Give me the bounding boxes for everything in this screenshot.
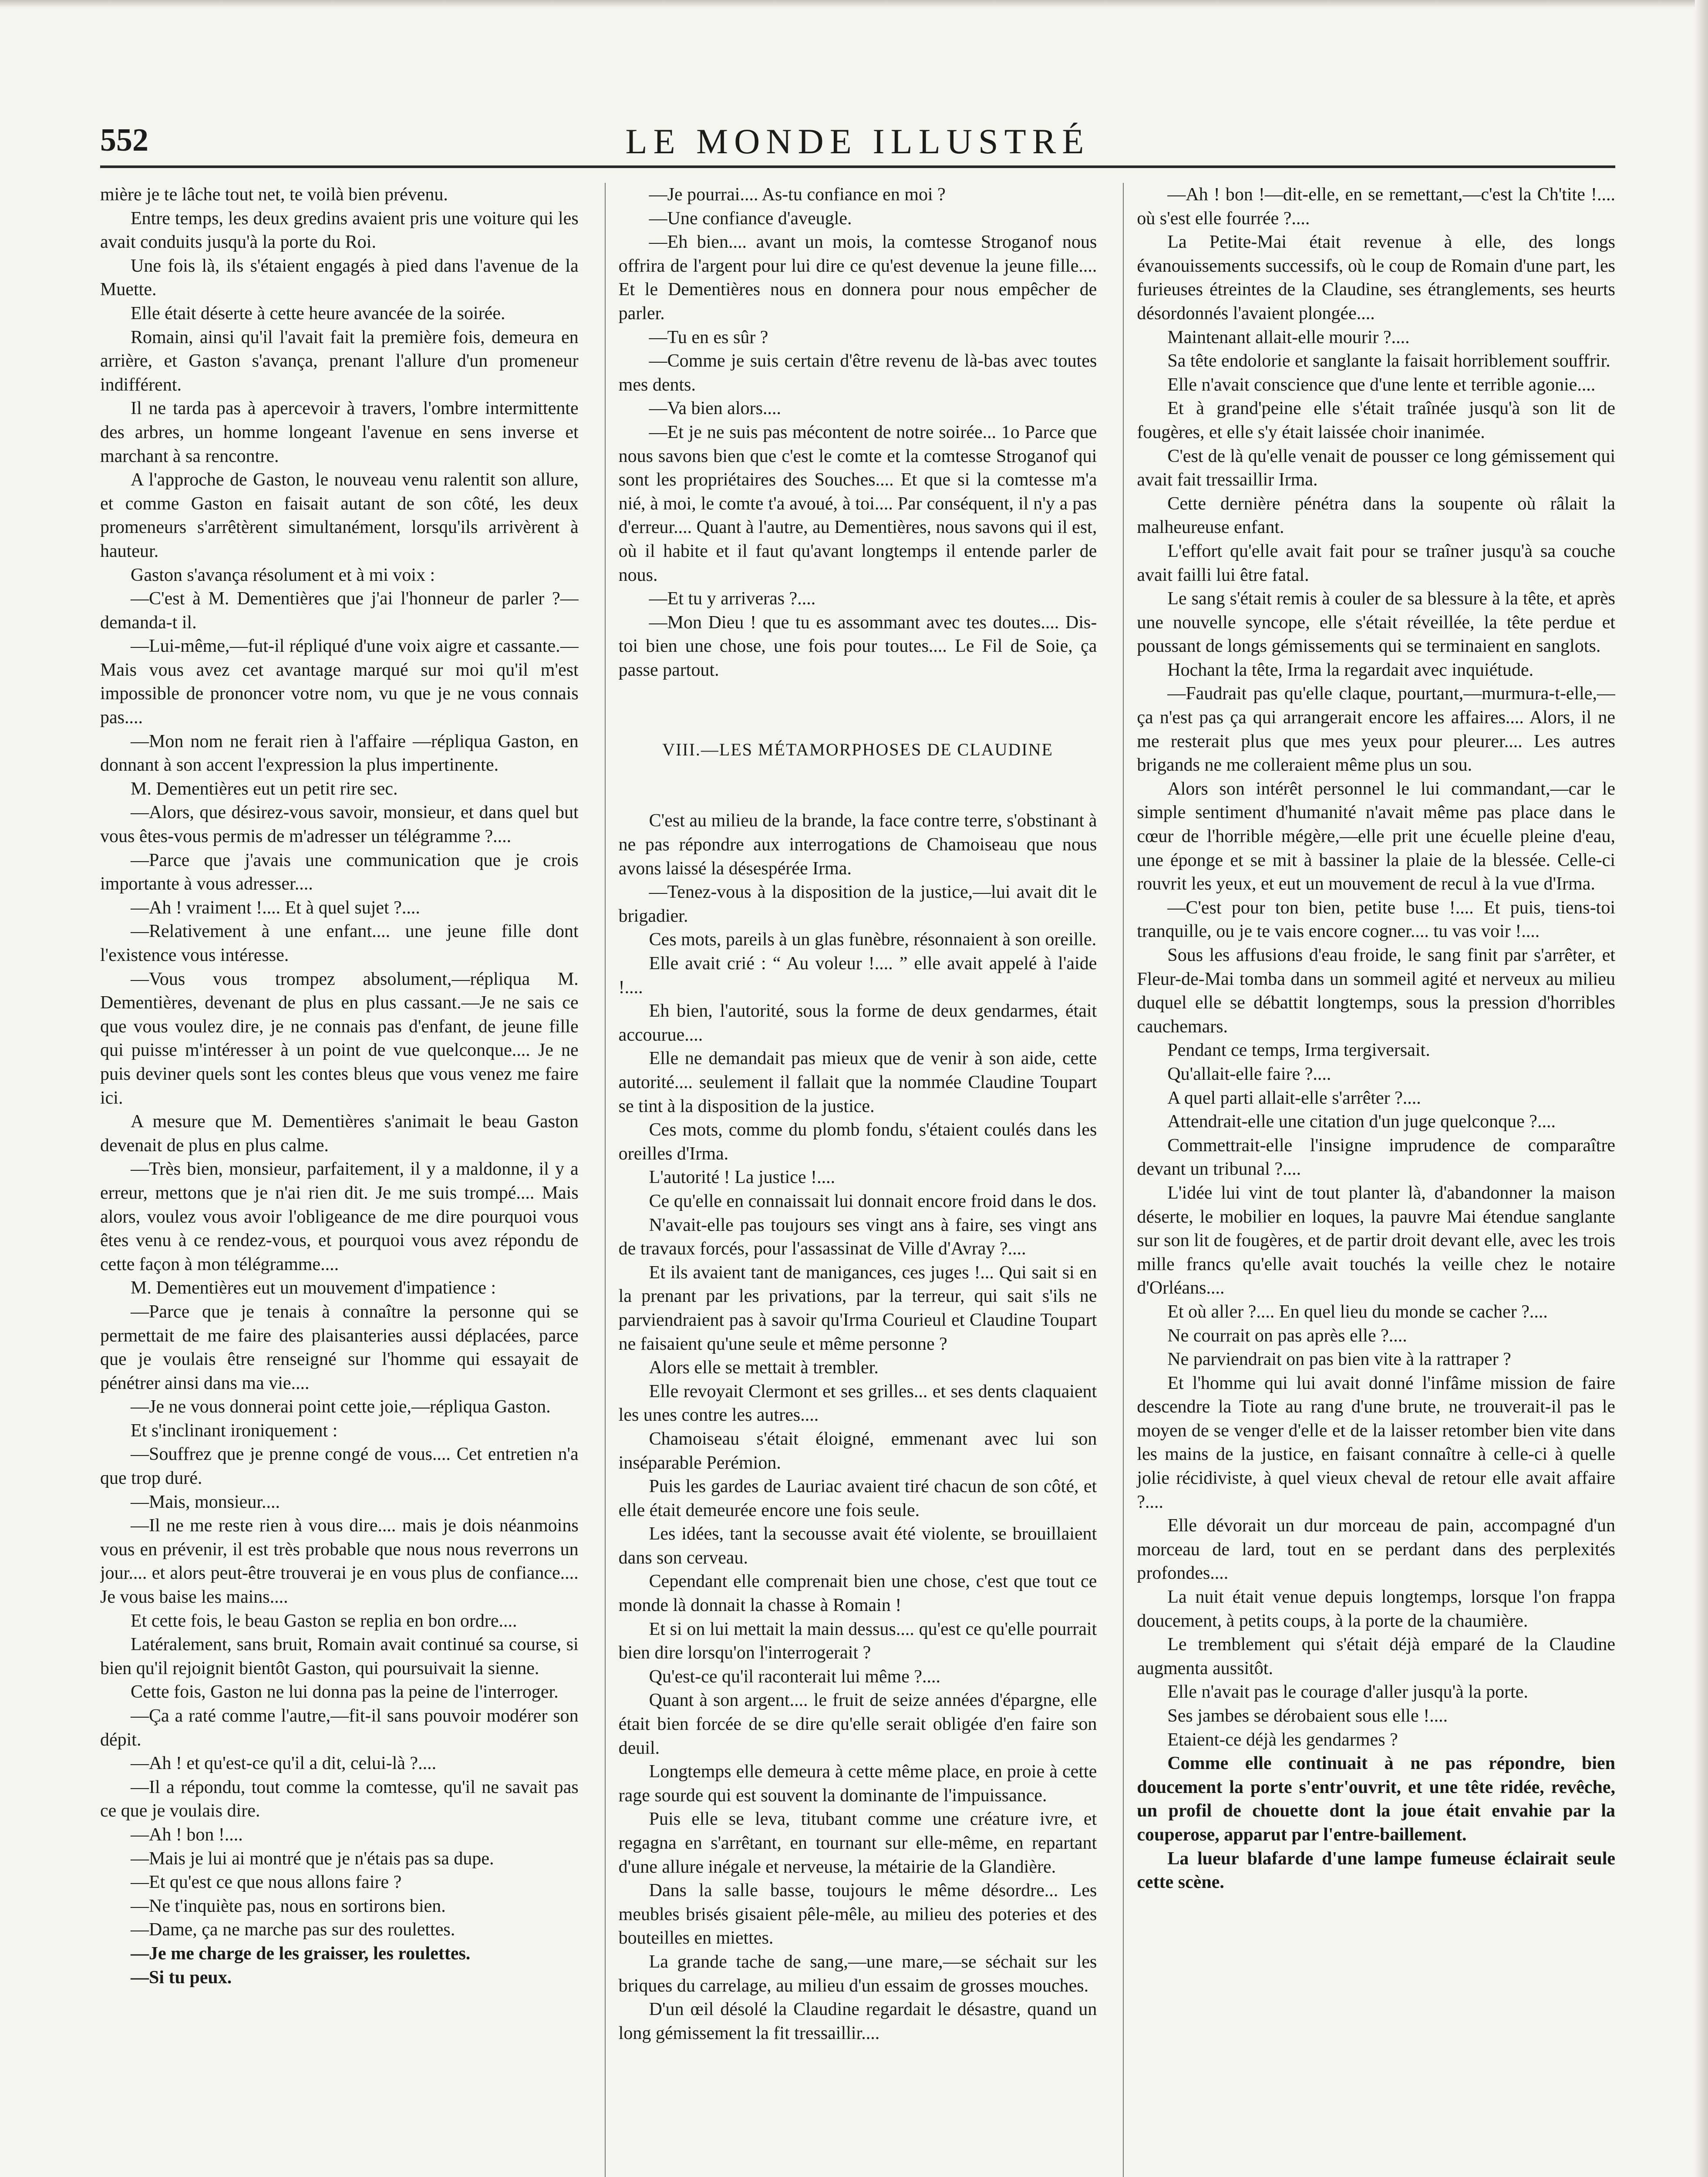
paragraph: M. Dementières eut un mouvement d'impatience :	[131, 1278, 496, 1298]
paragraph: Et à grand'peine elle s'était traînée jusqu'à son lit de fougères, et elle s'y était laissée choir inanimée.	[1137, 398, 1616, 442]
paragraph: —Je ne vous donnerai point cette joie,—répliqua Gaston.	[131, 1397, 551, 1417]
paragraph: Elle ne demandait pas mieux que de venir à son aide, cette autorité.... seulement il fallait que la nommée Claudine Toupart se tint à la disposition de la justice.	[618, 1048, 1097, 1116]
paragraph: Elle revoyait Clermont et ses grilles... et ses dents claquaient les unes contre les autres....	[618, 1381, 1097, 1425]
paragraph: Qu'est-ce qu'il raconterait lui même ?....	[649, 1666, 941, 1687]
paragraph: Puis les gardes de Lauriac avaient tiré chacun de son côté, et elle était demeurée encore une fois seule.	[618, 1476, 1097, 1520]
paragraph: Ce qu'elle en connaissait lui donnait encore froid dans le dos.	[649, 1191, 1097, 1211]
paragraph: —Si tu peux.	[131, 1967, 232, 1988]
paragraph: —Alors, que désirez-vous savoir, monsieur, et dans quel but vous êtes-vous permis de m'adresser un télégramme ?....	[100, 802, 579, 847]
paragraph: Elle avait crié : “ Au voleur !.... ” elle avait appelé à l'aide !....	[618, 954, 1097, 998]
paragraph: Et cette fois, le beau Gaston se replia en bon ordre....	[131, 1611, 517, 1631]
paragraph: —Tu en es sûr ?	[649, 327, 768, 347]
paragraph: —Je pourrai.... As-tu confiance en moi ?	[649, 185, 946, 205]
paragraph: Chamoiseau s'était éloigné, emmenant avec lui son inséparable Perémion.	[618, 1429, 1097, 1473]
paragraph: Pendant ce temps, Irma tergiversait.	[1167, 1040, 1430, 1061]
paragraph: Et l'homme qui lui avait donné l'infâme mission de faire descendre la Tiote au rang d'une brute, ne trouverait-il pas le moyen de se venger d'elle et de la laisser retomber bien vite dans les mains de la justice, en faisant connaître à celle-ci à quelle jolie récidiviste, à quel vieux cheval de retour elle avait affaire ?....	[1137, 1373, 1616, 1512]
paragraph: Gaston s'avança résolument et à mi voix :	[131, 565, 435, 585]
paragraph: A quel parti allait-elle s'arrêter ?....	[1167, 1088, 1421, 1108]
paragraph: —Faudrait pas qu'elle claque, pourtant,—murmura-t-elle,—ça n'est pas ça qui arrangerait encore les affaires.... Alors, il ne me resterait plus que mes yeux pour pleurer.... Les autres brigands ne me colleraient même plus un sou.	[1137, 684, 1616, 775]
paragraph: La grande tache de sang,—une mare,—se séchait sur les briques du carrelage, au milieu d'un essaim de grosses mouches.	[618, 1951, 1097, 1996]
paragraph: —Il a répondu, tout comme la comtesse, qu'il ne savait pas ce que je voulais dire.	[100, 1777, 579, 1821]
paragraph: —Parce que j'avais une communication que je crois importante à vous adresser....	[100, 850, 579, 894]
paragraph: —Ah ! bon !....	[131, 1824, 243, 1845]
paragraph: M. Dementières eut un petit rire sec.	[131, 778, 398, 799]
paragraph: —Tenez-vous à la disposition de la justice,—lui avait dit le brigadier.	[618, 882, 1097, 926]
column-2	[605, 183, 1097, 2177]
paragraph: —Vous vous trompez absolument,—répliqua M. Dementières, devenant de plus en plus cassant.—Je ne sais ce que vous voulez dire, je ne connais pas d'enfant, de jeune fille qui puisse m'intéresser à un point de vue quelconque.... Je ne puis deviner quels sont les contes bleus que vous venez me faire ici.	[100, 969, 579, 1108]
paragraph: Maintenant allait-elle mourir ?....	[1167, 327, 1410, 347]
paragraph: L'autorité ! La justice !....	[649, 1167, 835, 1188]
paragraph: —Eh bien.... avant un mois, la comtesse Stroganof nous offrira de l'argent pour lui dire ce qu'est devenue la jeune fille.... Et le Dementières nous en donnera pour nous empêcher de parler.	[618, 232, 1097, 324]
paragraph: Cette fois, Gaston ne lui donna pas la peine de l'interroger.	[131, 1682, 559, 1702]
paragraph: Comme elle continuait à ne pas répondre, bien doucement la porte s'entr'ouvrit, et une tête ridée, revêche, un profil de chouette dont la joue était envahie par la couperose, apparut par l'entre-baillement.	[1137, 1753, 1616, 1845]
paragraph: Dans la salle basse, toujours le même désordre... Les meubles brisés gisaient pêle-mêle, au milieu des poteries et des bouteilles en miettes.	[618, 1880, 1097, 1948]
paragraph: —Très bien, monsieur, parfaitement, il y a maldonne, il y a erreur, mettons que je n'ai rien dit. Je me suis trompé.... Mais alors, voulez vous avoir l'obligeance de me dire pourquoi vous êtes venu à ce rendez-vous, et pourquoi vous avez répondu de cette façon à mon télégramme....	[100, 1159, 579, 1274]
paragraph: —Dame, ça ne marche pas sur des roulettes.	[131, 1920, 455, 1940]
paragraph: D'un œil désolé la Claudine regardait le désastre, quand un long gémissement la fit tressaillir....	[618, 1999, 1097, 2043]
paragraph: Elle dévorait un dur morceau de pain, accompagné d'un morceau de lard, tout en se perdant dans des perplexités profondes....	[1137, 1516, 1616, 1584]
paragraph: —Ah ! bon !—dit-elle, en se remettant,—c'est la Ch'tite !.... où s'est elle fourrée ?....	[1137, 185, 1616, 229]
paragraph: L'effort qu'elle avait fait pour se traîner jusqu'à sa couche avait failli lui être fatal.	[1137, 541, 1616, 585]
paragraph: —Lui-même,—fut-il répliqué d'une voix aigre et cassante.—Mais vous avez cet avantage marqué sur moi qu'il m'est impossible de prononcer votre nom, vu que je ne vous connais pas....	[100, 636, 579, 728]
paragraph: Puis elle se leva, titubant comme une créature ivre, et regagna en s'arrêtant, en tournant sur elle-même, en repartant d'une allure inégale et nerveuse, la métairie de la Glandière.	[618, 1809, 1097, 1877]
paragraph: A l'approche de Gaston, le nouveau venu ralentit son allure, et comme Gaston en faisait autant de son côté, les deux promeneurs s'arrêtèrent simultanément, lorsqu'ils arrivèrent à hauteur.	[100, 470, 579, 561]
paragraph: —Relativement à une enfant.... une jeune fille dont l'existence vous intéresse.	[100, 921, 579, 965]
paragraph: Etaient-ce déjà les gendarmes ?	[1167, 1729, 1398, 1750]
paragraph: La lueur blafarde d'une lampe fumeuse éclairait seule cette scène.	[1137, 1848, 1616, 1893]
column-3	[1123, 183, 1615, 2177]
paragraph: mière je te lâche tout net, te voilà bien prévenu.	[100, 185, 448, 205]
column-1	[100, 183, 579, 2177]
paragraph: La nuit était venue depuis longtemps, lorsque l'on frappa doucement, à petits coups, à la porte de la chaumière.	[1137, 1587, 1616, 1631]
paragraph: Elle n'avait pas le courage d'aller jusqu'à la porte.	[1167, 1682, 1528, 1702]
paragraph: —Mais je lui ai montré que je n'étais pas sa dupe.	[131, 1848, 494, 1869]
paragraph: Quant à son argent.... le fruit de seize années d'épargne, elle était bien forcée de se dire qu'elle serait obligée d'en faire son deuil.	[618, 1690, 1097, 1758]
section-heading: VIII.—LES MÉTAMORPHOSES DE CLAUDINE	[662, 740, 1053, 760]
paragraph: —Mais, monsieur....	[131, 1492, 280, 1512]
paragraph: Alors son intérêt personnel le lui commandant,—car le simple sentiment d'humanité n'avait même pas place dans le cœur de l'horrible mégère,—elle prit une écuelle pleine d'eau, une éponge et se mit à bassiner la plaie de la blessée. Celle-ci rouvrit les yeux, et eut un mouvement de recul à la vue d'Irma.	[1137, 778, 1616, 894]
paragraph: Entre temps, les deux gredins avaient pris une voiture qui les avait conduits jusqu'à la porte du Roi.	[100, 208, 579, 253]
paragraph: Eh bien, l'autorité, sous la forme de deux gendarmes, était accourue....	[618, 1001, 1097, 1045]
paragraph: Hochant la tête, Irma la regardait avec inquiétude.	[1167, 660, 1534, 680]
paragraph: —Une confiance d'aveugle.	[649, 208, 852, 229]
paragraph: Attendrait-elle une citation d'un juge quelconque ?....	[1167, 1112, 1556, 1132]
paragraph: —Et je ne suis pas mécontent de notre soirée... 1o Parce que nous savons bien que c'est le comte et la comtesse Stroganof qui sont les propriétaires des Souches.... Et que si la comtesse m'a nié, à moi, le comte t'a avoué, à toi.... Par conséquent, il n'y a pas d'erreur.... Quant à l'autre, au Dementières, nous savons qui il est, où il habite et il faut qu'avant longtemps il entende parler de nous.	[618, 422, 1097, 585]
paragraph: Ne courrait on pas après elle ?....	[1167, 1325, 1407, 1346]
paragraph: Ne parviendrait on pas bien vite à la rattraper ?	[1167, 1349, 1511, 1370]
paragraph: Et ils avaient tant de manigances, ces juges !... Qui sait si en la prenant par les privations, par la terreur, qui sait s'ils ne parviendraient pas à savoir qu'Irma Courieul et Claudine Toupart ne faisaient qu'une seule et même personne ?	[618, 1262, 1097, 1354]
paragraph: —Va bien alors....	[649, 398, 781, 419]
paragraph: —C'est à M. Dementières que j'ai l'honneur de parler ?—demanda-t il.	[100, 589, 579, 633]
paragraph: —Et tu y arriveras ?....	[649, 589, 816, 609]
paragraph: Latéralement, sans bruit, Romain avait continué sa course, si bien qu'il rejoignit bientôt Gaston, qui poursuivait la sienne.	[100, 1634, 579, 1678]
paragraph: C'est de là qu'elle venait de pousser ce long gémissement qui avait fait tressaillir Irma.	[1137, 446, 1616, 490]
paragraph: Commettrait-elle l'insigne imprudence de comparaître devant un tribunal ?....	[1137, 1135, 1616, 1179]
paragraph: Sa tête endolorie et sanglante la faisait horriblement souffrir.	[1167, 351, 1610, 371]
paragraph: Longtemps elle demeura à cette même place, en proie à cette rage sourde qui est souvent la dominante de l'impuissance.	[618, 1762, 1097, 1806]
paragraph: —Ne t'inquiète pas, nous en sortirons bien.	[131, 1896, 446, 1916]
paragraph: Cependant elle comprenait bien une chose, c'est que tout ce monde là donnait la chasse à Romain !	[618, 1571, 1097, 1616]
paragraph: —Ah ! et qu'est-ce qu'il a dit, celui-là ?....	[131, 1753, 437, 1774]
paragraph: —Ah ! vraiment !.... Et à quel sujet ?....	[131, 897, 420, 918]
paragraph: Romain, ainsi qu'il l'avait fait la première fois, demeura en arrière, et Gaston s'avança, prenant l'allure d'un promeneur indifférent.	[100, 327, 579, 395]
scan-top-edge	[0, 0, 1708, 8]
paragraph: Cette dernière pénétra dans la soupente où râlait la malheureuse enfant.	[1137, 493, 1616, 538]
paragraph: Qu'allait-elle faire ?....	[1167, 1064, 1331, 1084]
paragraph: Elle était déserte à cette heure avancée de la soirée.	[131, 303, 505, 324]
page-number: 552	[100, 122, 148, 158]
scan-right-edge	[1695, 0, 1708, 2177]
paragraph: —Comme je suis certain d'être revenu de là-bas avec toutes mes dents.	[618, 351, 1097, 395]
paragraph: Il ne tarda pas à apercevoir à travers, l'ombre intermittente des arbres, un homme longeant l'avenue en sens inverse et marchant à sa rencontre.	[100, 398, 579, 466]
paragraph: Ces mots, comme du plomb fondu, s'étaient coulés dans les oreilles d'Irma.	[618, 1120, 1097, 1164]
paragraph: —Et qu'est ce que nous allons faire ?	[131, 1872, 402, 1893]
paragraph: Le tremblement qui s'était déjà emparé de la Claudine augmenta aussitôt.	[1137, 1634, 1616, 1678]
paragraph: —Mon nom ne ferait rien à l'affaire —répliqua Gaston, en donnant à son accent l'expression la plus impertinente.	[100, 731, 579, 775]
paragraph: —Il ne me reste rien à vous dire.... mais je dois néanmoins vous en prévenir, il est très probable que nous nous reverrons un jour.... et alors peut-être trouverai je en vous plus de confiance.... Je vous baise les mains....	[100, 1516, 579, 1607]
paragraph: La Petite-Mai était revenue à elle, des longs évanouissements successifs, où le coup de Romain d'une part, les furieuses étreintes de la Claudine, ses étranglements, ses heurts désordonnés l'avaient plongée....	[1137, 232, 1616, 324]
paragraph: Et s'inclinant ironiquement :	[131, 1420, 338, 1441]
paragraph: Et où aller ?.... En quel lieu du monde se cacher ?....	[1167, 1301, 1548, 1322]
paragraph: —Mon Dieu ! que tu es assommant avec tes doutes.... Dis-toi bien une chose, une fois pour toutes.... Le Fil de Soie, ça passe partout.	[618, 612, 1097, 680]
paragraph: C'est au milieu de la brande, la face contre terre, s'obstinant à ne pas répondre aux interrogations de Chamoiseau que nous avons laissé la désespérée Irma.	[618, 811, 1097, 879]
paragraph: —C'est pour ton bien, petite buse !.... Et puis, tiens-toi tranquille, ou je te vais encore cogner.... tu vas voir !....	[1137, 897, 1616, 942]
paragraph: Une fois là, ils s'étaient engagés à pied dans l'avenue de la Muette.	[100, 256, 579, 300]
paragraph: Sous les affusions d'eau froide, le sang finit par s'arrêter, et Fleur-de-Mai tomba dans un sommeil agité et nerveux au milieu duquel elle se débattit longtemps, sous la pression d'horribles cauchemars.	[1137, 945, 1616, 1037]
paragraph: N'avait-elle pas toujours ses vingt ans à faire, ses vingt ans de travaux forcés, pour l'assassinat de Ville d'Avray ?....	[618, 1215, 1097, 1259]
paragraph: Le sang s'était remis à couler de sa blessure à la tête, et après une nouvelle syncope, elle s'était réveillée, la tête perdue et poussant de longs gémissements qui se terminaient en sanglots.	[1137, 589, 1616, 657]
paragraph: —Ça a raté comme l'autre,—fit-il sans pouvoir modérer son dépit.	[100, 1706, 579, 1750]
paragraph: A mesure que M. Dementières s'animait le beau Gaston devenait de plus en plus calme.	[100, 1112, 579, 1156]
paragraph: L'idée lui vint de tout planter là, d'abandonner la maison déserte, le mobilier en loques, la pauvre Mai étendue sanglante sur son lit de fougères, et de partir droit devant elle, avec les trois mille francs qu'elle avait touchés la veille chez le notaire d'Orléans....	[1137, 1183, 1616, 1298]
paragraph: —Parce que je tenais à connaître la personne qui se permettait de me faire des plaisanteries aussi déplacées, parce que je voulais être renseigné sur l'homme qui essayait de pénétrer ainsi dans ma vie....	[100, 1301, 579, 1393]
paragraph: —Je me charge de les graisser, les roulettes.	[131, 1943, 471, 1964]
page-header	[100, 113, 1615, 168]
journal-title: LE MONDE ILLUSTRÉ	[625, 121, 1090, 161]
paragraph: —Souffrez que je prenne congé de vous.... Cet entretien n'a que trop duré.	[100, 1444, 579, 1489]
paragraph: Les idées, tant la secousse avait été violente, se brouillaient dans son cerveau.	[618, 1524, 1097, 1568]
paragraph: Alors elle se mettait à trembler.	[649, 1358, 879, 1378]
paragraph: Et si on lui mettait la main dessus.... qu'est ce qu'elle pourrait bien dire lorsqu'on l'interrogerait ?	[618, 1619, 1097, 1663]
paragraph: Ces mots, pareils à un glas funèbre, résonnaient à son oreille.	[649, 930, 1097, 950]
paragraph: Ses jambes se dérobaient sous elle !....	[1167, 1706, 1448, 1726]
article-columns	[100, 183, 1615, 2177]
paragraph: Elle n'avait conscience que d'une lente et terrible agonie....	[1167, 374, 1596, 395]
